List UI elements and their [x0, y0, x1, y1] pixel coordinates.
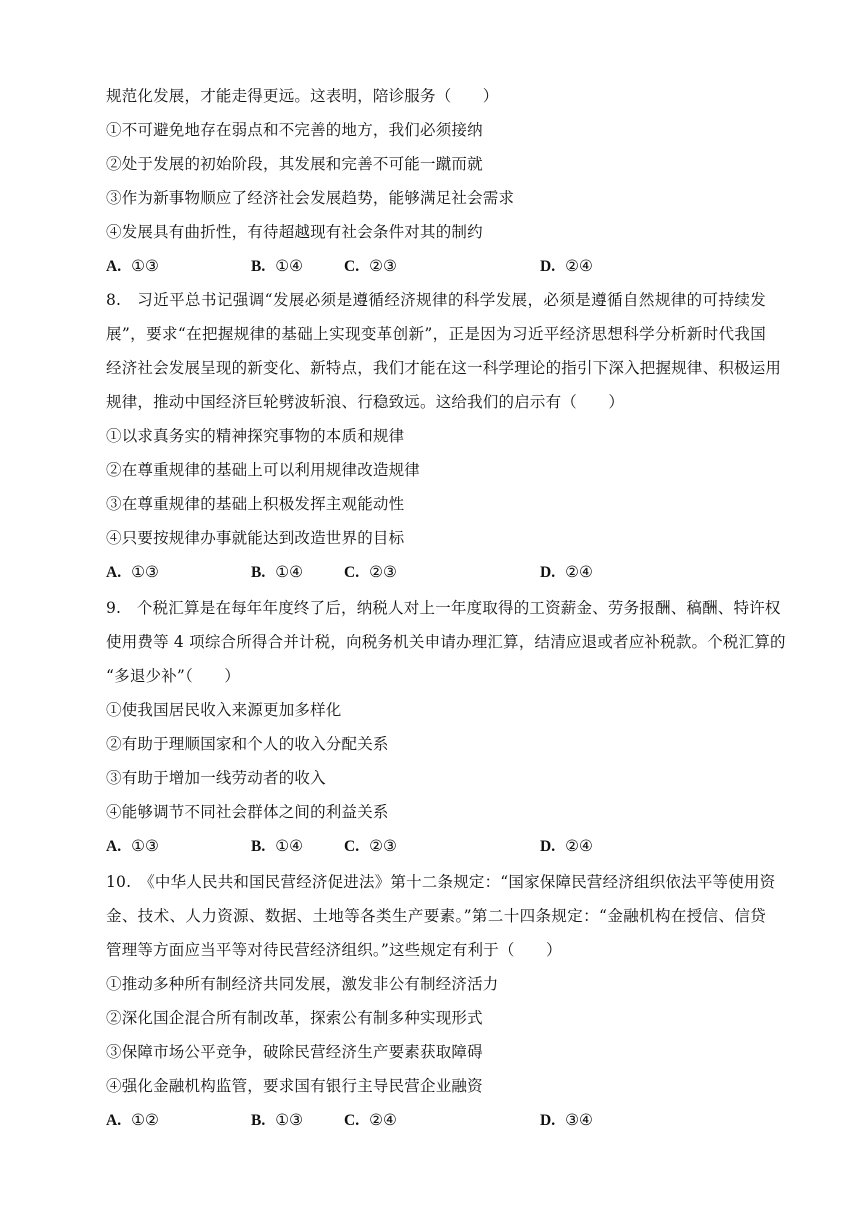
option-3: ③保障市场公平竞争，破除民营经济生产要素获取障碍	[106, 1043, 483, 1061]
question-8-line-3: 经济社会发展呈现的新变化、新特点，我们才能在这一科学理论的指引下深入把握规律、积极运用	[106, 359, 782, 377]
option-4: ④能够调节不同社会群体之间的利益关系	[106, 803, 389, 821]
option-3: ③在尊重规律的基础上积极发挥主观能动性	[106, 495, 405, 513]
choice-a: A. ①②	[106, 1111, 159, 1129]
option-2: ②深化国企混合所有制改革，探索公有制多种实现形式	[106, 1009, 483, 1027]
question-8-line-1: 8. 习近平总书记强调“发展必须是遵循经济规律的科学发展，必须是遵循自然规律的可持续发	[106, 291, 766, 309]
answer-choices	[106, 560, 766, 584]
option-2: ②有助于理顺国家和个人的收入分配关系	[106, 735, 389, 753]
choice-d: D. ②④	[540, 257, 593, 275]
option-3: ③有助于增加一线劳动者的收入	[106, 769, 326, 787]
question-8-line-4: 规律，推动中国经济巨轮劈波斩浪、行稳致远。这给我们的启示有（ ）	[106, 393, 625, 411]
option-1: ①不可避免地存在弱点和不完善的地方，我们必须接纳	[106, 121, 483, 139]
choice-c: C. ②③	[344, 257, 397, 275]
choice-a: A. ①③	[106, 257, 159, 275]
choice-c: C. ②④	[344, 1111, 397, 1129]
option-2: ②在尊重规律的基础上可以利用规律改造规律	[106, 461, 421, 479]
choice-c: C. ②③	[344, 563, 397, 581]
answer-choices	[106, 834, 766, 858]
answer-choices	[106, 1108, 766, 1132]
option-4: ④只要按规律办事就能达到改造世界的目标	[106, 529, 405, 547]
choice-a: A. ①③	[106, 563, 159, 581]
question-8-line-2: 展”，要求“在把握规律的基础上实现变革创新”，正是因为习近平经济思想科学分析新时代我国	[106, 325, 766, 343]
choice-c: C. ②③	[344, 837, 397, 855]
choice-d: D. ②④	[540, 837, 593, 855]
option-2: ②处于发展的初始阶段，其发展和完善不可能一蹴而就	[106, 155, 483, 173]
choice-b: B. ①④	[251, 563, 304, 581]
option-1: ①以求真务实的精神探究事物的本质和规律	[106, 427, 405, 445]
choice-b: B. ①③	[251, 1111, 304, 1129]
option-1: ①推动多种所有制经济共同发展，激发非公有制经济活力	[106, 975, 499, 993]
question-9-line-2: 使用费等 4 项综合所得合并计税，向税务机关申请办理汇算，结清应退或者应补税款。个税汇算的	[106, 633, 786, 651]
option-4: ④强化金融机构监管，要求国有银行主导民营企业融资	[106, 1077, 483, 1095]
question-10-line-1: 10. 《中华人民共和国民营经济促进法》第十二条规定：“国家保障民营经济组织依法平等使用资	[106, 873, 776, 891]
option-1: ①使我国居民收入来源更加多样化	[106, 701, 342, 719]
question-10-line-2: 金、技术、人力资源、数据、土地等各类生产要素。”第二十四条规定：“金融机构在授信、信贷	[106, 907, 766, 925]
choice-b: B. ①④	[251, 837, 304, 855]
choice-d: D. ②④	[540, 563, 593, 581]
choice-b: B. ①④	[251, 257, 304, 275]
choice-d: D. ③④	[540, 1111, 593, 1129]
answer-choices	[106, 254, 766, 278]
choice-a: A. ①③	[106, 837, 159, 855]
question-7-stem-end: 规范化发展，才能走得更远。这表明，陪诊服务（ ）	[106, 87, 499, 105]
option-4: ④发展具有曲折性，有待超越现有社会条件对其的制约	[106, 223, 483, 241]
question-10-line-3: 管理等方面应当平等对待民营经济组织。”这些规定有利于（ ）	[106, 941, 562, 959]
option-3: ③作为新事物顺应了经济社会发展趋势，能够满足社会需求	[106, 189, 515, 207]
question-9-line-1: 9. 个税汇算是在每年年度终了后，纳税人对上一年度取得的工资薪金、劳务报酬、稿酬、特许权	[106, 599, 781, 617]
question-9-line-3: “多退少补”（ ）	[106, 667, 241, 685]
